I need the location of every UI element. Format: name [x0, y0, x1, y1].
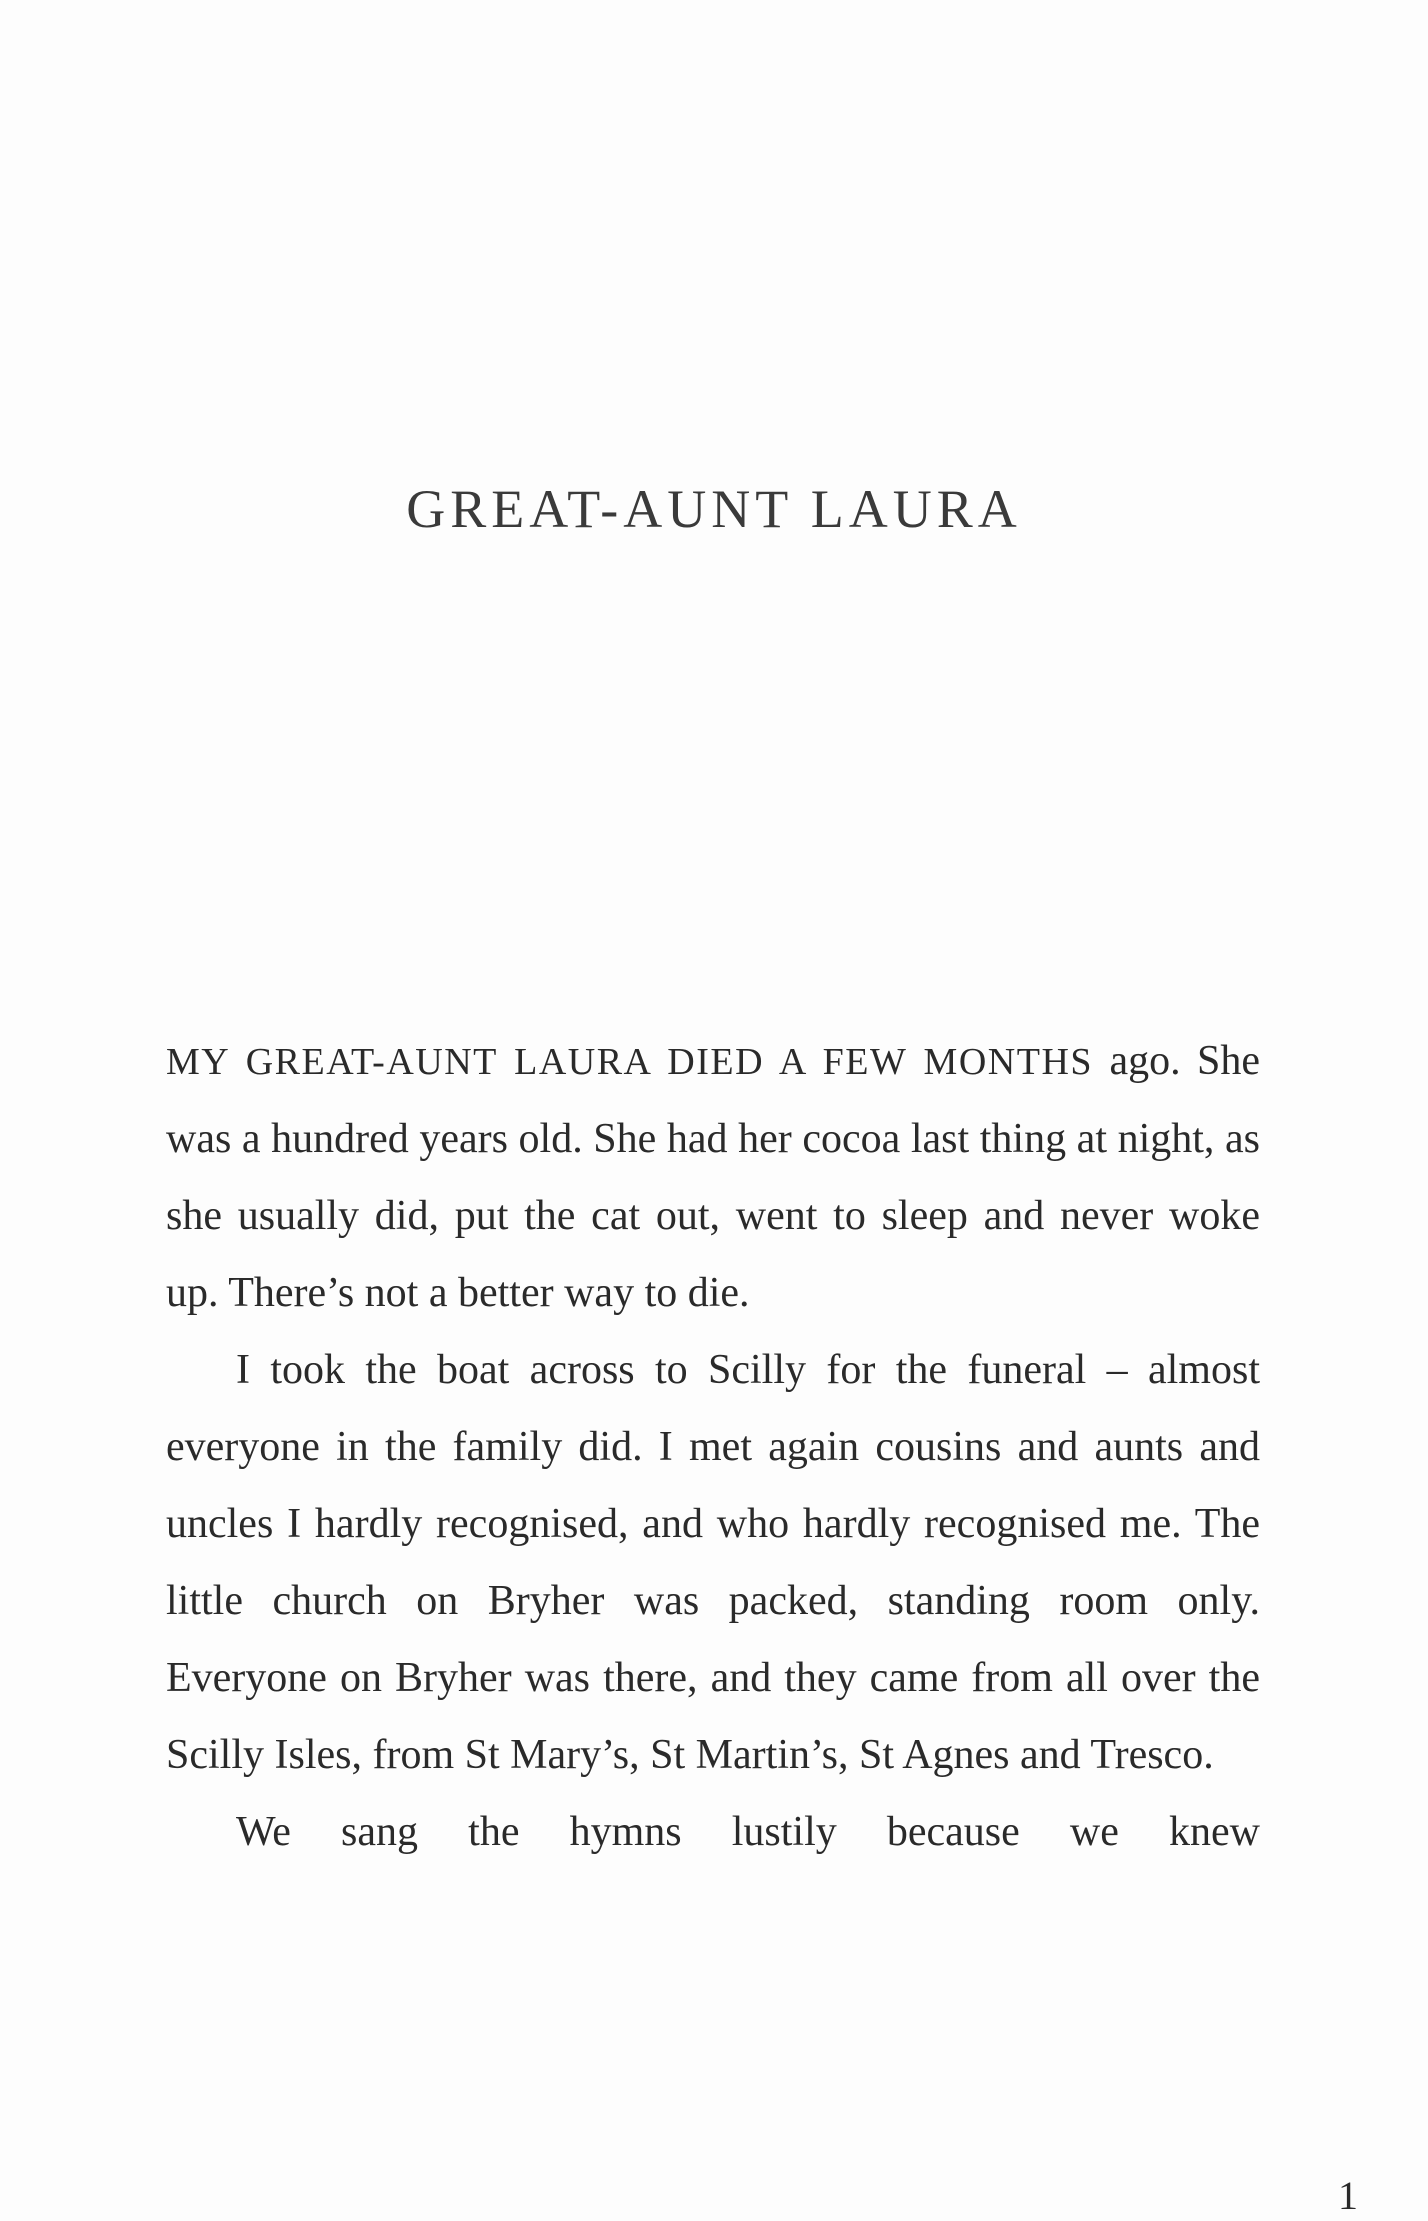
paragraph-1-text: ago. She was a hundred years old. She had her cocoa last thing at night, as she usually did, put the cat out, went to sleep and never woke up. There’s not a better way to die.	[166, 1038, 1261, 1316]
paragraph-lead-caps: MY GREAT-AUNT LAURA DIED A FEW MONTHS	[166, 1041, 1094, 1083]
body-text	[166, 1023, 1260, 1871]
chapter-title: GREAT-AUNT LAURA	[406, 479, 1022, 539]
paragraph-2: I took the boat across to Scilly for the funeral – almost everyone in the family did. I met again cousins and aunts and uncles I hardly recognised, and who hardly recognised me. The little church on Bryher was packed, standing room only. Everyone on Bryher was there, and they came from all over the Scilly Isles, from St Mary’s, St Martin’s, St Agnes and Tresco.	[166, 1347, 1260, 1778]
paragraph-3: We sang the hymns lustily because we knew	[236, 1809, 1260, 1855]
page-number: 1	[1338, 2173, 1358, 2218]
paragraph-1	[166, 1023, 1260, 1332]
